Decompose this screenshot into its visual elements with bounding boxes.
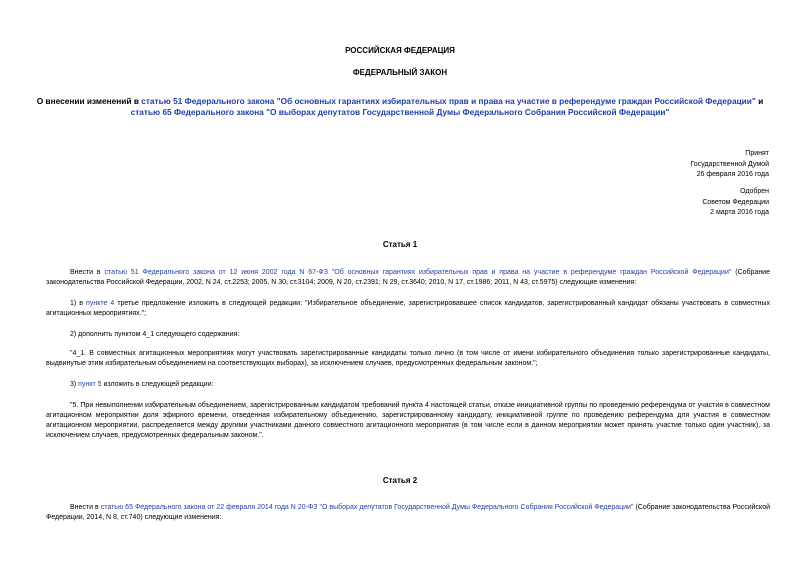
article-2-intro [46,503,770,523]
article-1-heading: Статья 1 [382,240,418,249]
article-1-item-3-quote: "5. При невыполнении избирательным объединением, зарегистрированным кандидатом требований пункта 4 настоящей статьи, отказе инициативной группы по проведению референдума от участия в совместном агитационном мероприятии доля эфирного времени, отведенная избирательному объединению, зарегистрированному кандидату, инициативной группе по проведению референдума для участия в совместном агитационном мероприятии, распределяется между другими участниками данного совместного агитационного мероприятия (в том числе если в данном мероприятии может принять участие только один участник), за исключением случаев, предусмотренных федеральным законом.". [46,402,770,440]
item-1-link-point-4[interactable]: пункте 4 [86,300,115,307]
country-heading: РОССИЙСКАЯ ФЕДЕРАЦИЯ [345,46,455,55]
article-2-intro-link[interactable]: статью 65 Федерального закона от 22 февраля 2014 года N 20-ФЗ "О выборах депутатов Государственной Думы Федерального Собрания Российской Федерации" [100,504,634,511]
item-1-pre: 1) в [70,300,87,307]
article-1-item-3 [46,380,770,390]
adoption-line-2: Государственной Думой [690,160,769,168]
law-title-pre: О внесении изменений в [36,96,142,106]
approval-line-2: Советом Федерации [702,198,769,206]
article-2-intro-post: (Собрание законодательства Российской Федерации, 2014, N 8, ст.740) следующие изменения: [46,504,771,522]
item-1-post: третье предложение изложить в следующей редакции: "Избирательное объединение, зарегистрировавшее список кандидатов, зарегистрированный кандидат обязаны участвовать в совместных агитационных мероприятиях."; [46,300,770,318]
doc-type-heading: ФЕДЕРАЛЬНЫЙ ЗАКОН [352,68,448,77]
approval-date: 2 марта 2016 года [710,209,769,216]
adoption-stamp [690,149,769,181]
article-1-item-1 [46,299,770,319]
adoption-line-1: Принят [745,150,769,157]
adoption-date: 26 февраля 2016 года [696,171,769,178]
law-title-link-article-51[interactable]: статью 51 Федерального закона "Об основных гарантиях избирательных прав и права на участие в референдуме граждан Российской Федерации" [141,96,756,106]
law-title-mid: и [755,96,764,106]
law-title [30,96,770,118]
approval-line-1: Одобрен [740,188,769,195]
article-1-item-2-quote: "4_1. В совместных агитационных мероприятиях могут участвовать зарегистрированные кандидаты только лично (в том числе от имени избирательного объединения только зарегистрированные кандидаты, выдвинутые этим избирательным объединением на соответствующих выборах), за исключением случаев, предусмотренных федеральным законом."; [46,350,770,368]
law-title-link-article-65[interactable]: статью 65 Федерального закона "О выборах депутатов Государственной Думы Федерального Собрания Российской Федерации" [130,106,670,117]
item-3-link-point-5[interactable]: пункт 5 [78,381,102,388]
item-3-pre: 3) [70,381,79,388]
item-3-post: изложить в следующей редакции: [101,381,214,388]
article-2-intro-pre: Внести в [70,504,101,511]
article-1-intro-link[interactable]: статью 51 Федерального закона от 12 июня 2002 года N 67-ФЗ "Об основных гарантиях избирательных прав и права на участие в референдуме граждан Российской Федерации" [104,269,732,276]
article-1-intro [46,268,770,288]
article-2-heading: Статья 2 [382,476,418,485]
article-1-intro-pre: Внести в [70,269,105,276]
article-1-intro-post: (Собрание законодательства Российской Федерации, 2002, N 24, ст.2253; 2005, N 30, ст.3104; 2009, N 20, ст.2391; N 29, ст.3640; 2010, N 17, ст.1986; 2011, N 43, ст.5975) следующие изменения: [46,269,770,287]
approval-stamp [702,187,769,219]
article-1-item-2: 2) дополнить пунктом 4_1 следующего содержания: [70,331,240,338]
